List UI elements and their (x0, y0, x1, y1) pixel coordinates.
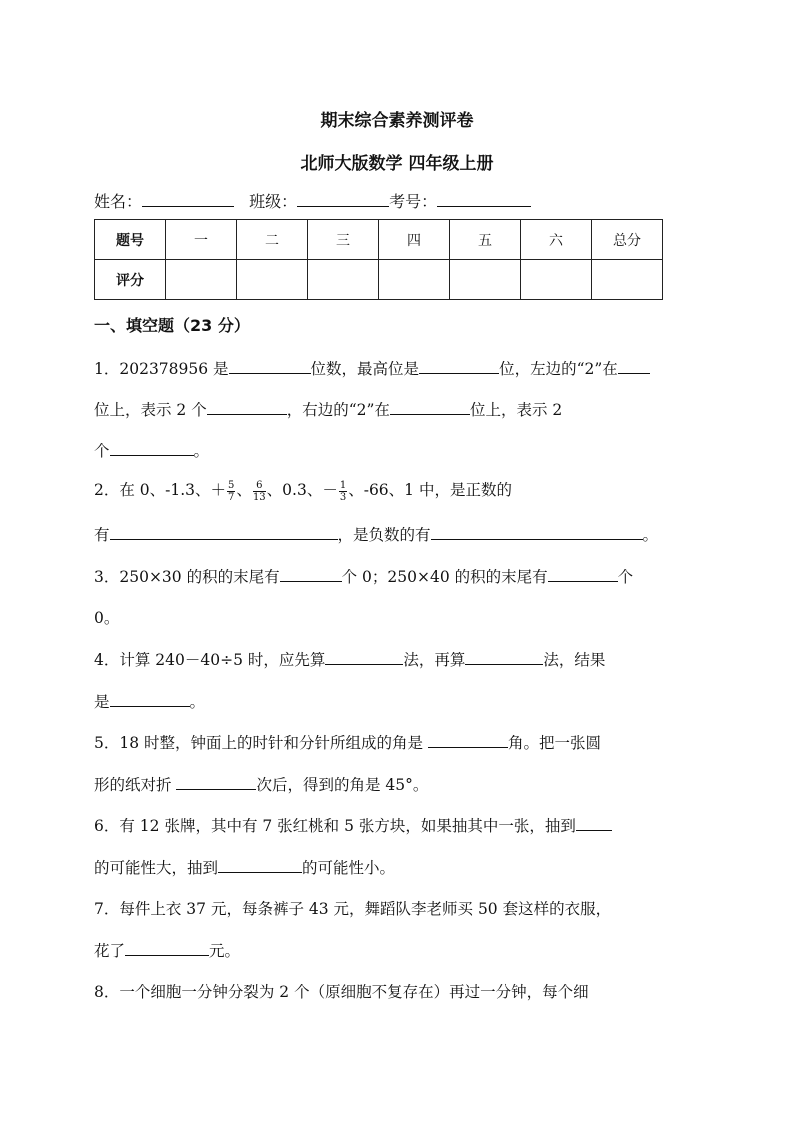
answer-blank[interactable] (576, 816, 612, 831)
score-table (94, 219, 663, 300)
table-cell: 三 (308, 220, 379, 260)
question-3-line-1: 3．250×30 的积的末尾有 个 0；250×40 的积的末尾有 个 (94, 568, 634, 586)
score-cell[interactable] (166, 260, 237, 300)
answer-blank[interactable] (110, 525, 338, 540)
question-8-line-1: 8．一个细胞一分钟分裂为 2 个（原细胞不复存在）再过一分钟，每个细 (94, 983, 589, 1001)
answer-blank[interactable] (125, 941, 209, 956)
answer-blank[interactable] (110, 692, 190, 707)
id-blank[interactable] (437, 192, 531, 207)
answer-blank[interactable] (110, 441, 194, 456)
table-cell: 四 (379, 220, 450, 260)
section-title: 一、填空题（23 分） (94, 316, 250, 335)
table-cell: 六 (521, 220, 592, 260)
question-2-line-1: 2．在 0、-1.3、＋ $\frac{5}{7}$ 、 $\frac{6}{13}$ 、0.3、－ $\frac{1}{3}$ 、-66、1 中，是正数的 (94, 479, 512, 503)
answer-blank[interactable] (176, 775, 256, 790)
question-1-line-3: 个 。 (94, 442, 210, 460)
page-subtitle: 北师大版数学 四年级上册 (300, 154, 494, 174)
question-3-line-2: 0。 (94, 609, 120, 627)
id-label: 考号： (389, 192, 438, 211)
answer-blank[interactable] (548, 567, 618, 582)
answer-blank[interactable] (428, 733, 508, 748)
table-cell: 一 (166, 220, 237, 260)
fraction-6-13: $\frac{6}{13}$ (252, 479, 266, 503)
answer-blank[interactable] (465, 650, 543, 665)
table-header-cell: 评分 (95, 260, 166, 300)
question-6-line-1: 6．有 12 张牌，其中有 7 张红桃和 5 张方块，如果抽其中一张，抽到 (94, 814, 612, 836)
question-7-line-2: 花了 元。 (94, 942, 241, 960)
question-5-line-2: 形的纸对折 次后，得到的角是 45°。 (94, 776, 429, 794)
table-cell: 总分 (592, 220, 663, 260)
answer-blank[interactable] (390, 400, 470, 415)
question-2-line-2: 有 ，是负数的有 。 (94, 526, 659, 544)
answer-blank[interactable] (207, 400, 287, 415)
score-cell[interactable] (521, 260, 592, 300)
question-1-line-2: 位上，表示 2 个 ，右边的“2”在 位上，表示 2 (94, 401, 563, 419)
score-cell[interactable] (379, 260, 450, 300)
table-cell: 五 (450, 220, 521, 260)
answer-blank[interactable] (431, 525, 643, 540)
answer-blank[interactable] (419, 359, 499, 374)
table-cell: 二 (237, 220, 308, 260)
score-cell[interactable] (592, 260, 663, 300)
table-row (95, 260, 663, 300)
student-info-row (94, 189, 531, 212)
answer-blank[interactable] (280, 567, 342, 582)
score-cell[interactable] (450, 260, 521, 300)
name-label: 姓名： (94, 192, 143, 211)
fraction-1-3: $\frac{1}{3}$ (339, 479, 347, 503)
question-1-line-1: 1．202378956 是 位数，最高位是 位，左边的“2”在 (94, 357, 650, 379)
answer-blank[interactable] (218, 858, 302, 873)
score-cell[interactable] (237, 260, 308, 300)
class-label: 班级： (249, 192, 298, 211)
table-header-cell: 题号 (95, 220, 166, 260)
page-title: 期末综合素养测评卷 (320, 111, 474, 131)
answer-blank[interactable] (618, 359, 650, 374)
question-6-line-2: 的可能性大，抽到 的可能性小。 (94, 859, 396, 877)
answer-blank[interactable] (229, 359, 311, 374)
fraction-5-7: $\frac{5}{7}$ (228, 479, 235, 503)
question-4-line-1: 4．计算 240－40÷5 时，应先算 法，再算 法，结果 (94, 651, 606, 669)
question-7-line-1: 7．每件上衣 37 元，每条裤子 43 元，舞蹈队李老师买 50 套这样的衣服， (94, 900, 612, 918)
class-blank[interactable] (297, 192, 389, 207)
question-5-line-1: 5．18 时整，钟面上的时针和分针所组成的角是 角。把一张圆 (94, 734, 601, 752)
question-4-line-2: 是 。 (94, 693, 206, 711)
answer-blank[interactable] (325, 650, 403, 665)
score-cell[interactable] (308, 260, 379, 300)
table-row (95, 220, 663, 260)
name-blank[interactable] (142, 192, 234, 207)
